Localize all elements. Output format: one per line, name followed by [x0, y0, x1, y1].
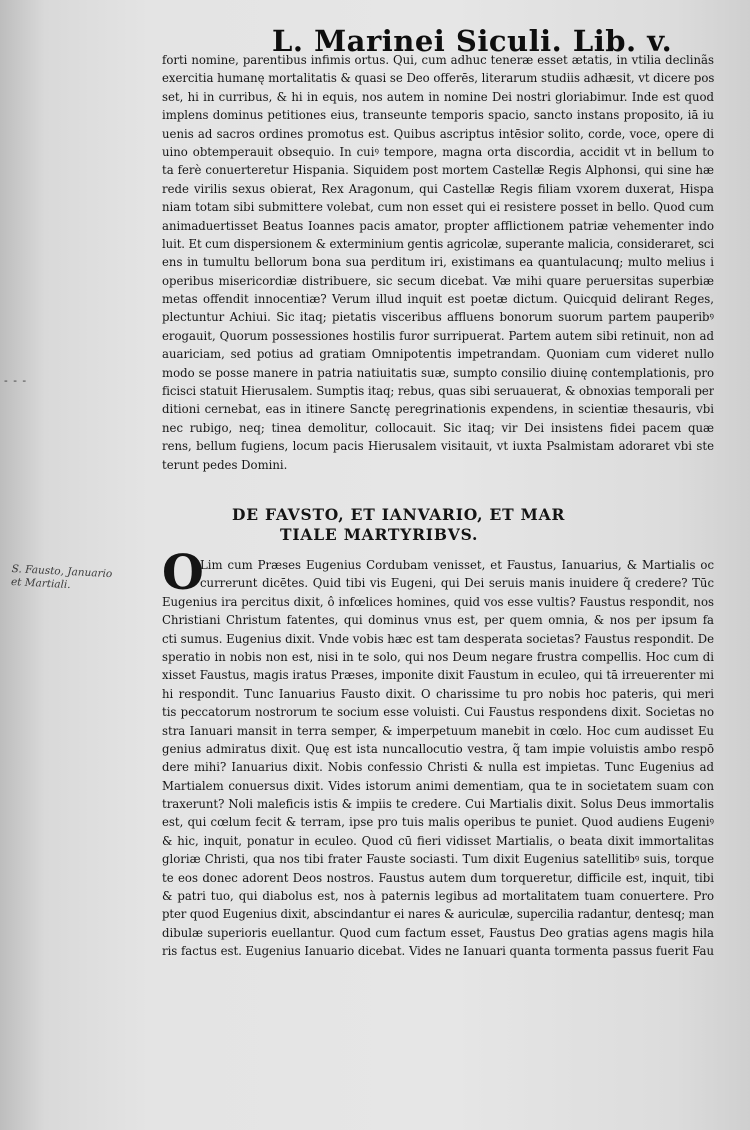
text-line: Lim cum Præses Eugenius Cordubam venisset, et Faustus, Ianuarius, & Martialis oc [200, 558, 714, 572]
text-line: ditioni cernebat, eas in itinere Sanctę peregrinationis expendens, in scientiæ thesauris, vbi [162, 402, 714, 417]
text-line: luit. Et cum dispersionem & exterminium gentis agricolæ, superante malicia, consideraret, sci [162, 236, 714, 251]
text-line: auariciam, sed potius ad gratiam Omnipotentis impetrandam. Quoniam cum videret nullo [162, 347, 714, 362]
running-header: L. Marinei Siculi. Lib. v. [272, 24, 673, 58]
section-title-line-1: DE FAVSTO, ET IANVARIO, ET MAR [232, 505, 566, 524]
text-line: traxerunt? Noli maleficis istis & impiis te credere. Cui Martialis dixit. Solus Deus immortalis [162, 797, 714, 812]
text-line: nec rubigo, neq; tinea demolitur, collocauit. Sic itaq; vir Dei insistens fidei pacem quæ [162, 420, 714, 435]
text-line: exercitia humanę mortalitatis & quasi se Deo offerēs, literarum studiis adhæsit, vt dicere pos [162, 71, 714, 86]
drop-cap: O [162, 545, 204, 601]
text-line: stra Ianuari mansit in terra semper, & imperpetuum manebit in cœlo. Hoc cum audisset Eu [162, 723, 714, 738]
text-line: xisset Faustus, magis iratus Præses, imponite dixit Faustum in eculeo, qui tā irreuerenter mi [162, 668, 714, 683]
text-line: speratio in nobis non est, nisi in te solo, qui nos Deum negare frustra compellis. Hoc cum di [162, 649, 714, 664]
text-line: animaduertisset Beatus Ioannes pacis amator, propter afflictionem patriæ vehementer indo [162, 218, 714, 233]
text-line: dere mihi? Ianuarius dixit. Nobis confessio Christi & nulla est impietas. Tunc Eugenius ad [162, 760, 714, 775]
margin-mark [4, 374, 46, 386]
text-line: implens dominus petitiones eius, transeunte temporis spacio, sancto instans proposito, iā iu [162, 108, 714, 123]
text-line: cti sumus. Eugenius dixit. Vnde vobis hæc est tam desperata societas? Faustus respondit. De [162, 631, 714, 646]
text-line: ficisci statuit Hierusalem. Sumptis itaq; rebus, quas sibi seruauerat, & obnoxias temporali per [162, 384, 714, 399]
text-line: plectuntur Achiui. Sic itaq; pietatis visceribus affluens bonorum suorum partem pauperibꝰ [162, 310, 714, 325]
annotation-line-2: et Martiali. [10, 575, 71, 592]
text-line: tis peccatorum nostrorum te socium esse voluisti. Cui Faustus respondens dixit. Societas no [162, 705, 714, 720]
text-line: operibus misericordiæ distribuere, sic secum dicebat. Væ mihi quare peruersitas superbiæ [162, 273, 714, 288]
text-line: genius admiratus dixit. Quę est ista nuncallocutio vestra, q̃ tam impie voluistis ambo respō [162, 741, 714, 756]
text-line: Martialem conuersus dixit. Vides istorum animi dementiam, qua te in societatem suam con [162, 778, 714, 793]
text-line: gloriæ Christi, qua nos tibi frater Fauste sociasti. Tum dixit Eugenius satellitibꝰ suis, torque [162, 852, 714, 867]
body-text-1 [162, 51, 714, 474]
body-text-2 [162, 556, 714, 961]
text-line: set, hi in curribus, & hi in equis, nos autem in nomine Dei nostri gloriabimur. Inde est quod [162, 89, 714, 104]
text-line: niam totam sibi submittere volebat, cum non esset qui ei resistere posset in bello. Quod cum [162, 200, 714, 215]
text-line: currerunt dicētes. Quid tibi vis Eugeni, qui Dei seruis manis inuidere q̃ credere? Tūc [200, 576, 714, 591]
text-line: te eos donec adorent Deos nostros. Faustus autem dum torqueretur, difficile est, inquit, tibi [162, 870, 714, 885]
text-line: uenis ad sacros ordines promotus est. Quibus ascriptus intēsior solito, corde, voce, opere di [162, 126, 714, 141]
text-line: pter quod Eugenius dixit, abscindantur ei nares & auriculæ, supercilia radantur, dentesq; man [162, 907, 714, 922]
text-line: est, qui cœlum fecit & terram, ipse pro tuis malis operibus te puniet. Quod audiens Eugeniꝰ [162, 815, 714, 830]
margin-annotation [11, 563, 142, 596]
text-line: forti nomine, parentibus infimis ortus. Qui, cum adhuc teneræ esset ætatis, in vtilia declinãs [162, 53, 714, 67]
text-line: Christiani Christum fatentes, qui dominus vnus est, per quem omnia, & nos per ipsum fa [162, 613, 714, 628]
text-line: rede virilis sexus obierat, Rex Aragonum, qui Castellæ Regis filiam vxorem duxerat, Hispa [162, 181, 714, 196]
section-title [232, 505, 652, 544]
text-line: & hic, inquit, ponatur in eculeo. Quod cū fieri vidisset Martialis, o beata dixit immortalitas [162, 833, 714, 848]
text-line: ta ferè conuerteretur Hispania. Siquidem post mortem Castellæ Regis Alphonsi, qui sine hæ [162, 163, 714, 178]
text-line: uino obtemperauit obsequio. In cuiꝰ tempore, magna orta discordia, accidit vt in bellum to [162, 144, 714, 159]
text-line: hi respondit. Tunc Ianuarius Fausto dixit. O charissime tu pro nobis hoc pateris, qui meri [162, 686, 714, 701]
text-line: terunt pedes Domini. [162, 457, 288, 472]
text-line: ris factus est. Eugenius Ianuario dicebat. Vides ne Ianuari quanta tormenta passus fuerit Fau [162, 944, 714, 959]
text-line: Eugenius ira percitus dixit, ô infœlices homines, quid vos esse vultis? Faustus respondit, nos [162, 594, 714, 609]
margin-mark-text: - - - [4, 374, 28, 387]
text-line: & patri tuo, qui diabolus est, nos à paternis legibus ad mortalitatem tuam conuertere. Pro [162, 889, 714, 904]
text-line: erogauit, Quorum possessiones hostilis furor surripuerat. Partem autem sibi retinuit, non ad [162, 328, 714, 343]
text-line: rens, bellum fugiens, locum pacis Hierusalem visitauit, vt iuxta Psalmistam adoraret vbi ste [162, 439, 714, 454]
text-line: modo se posse manere in patria natiuitatis suæ, sumpto consilio diuinę contemplationis, pro [162, 365, 714, 380]
section-title-line-2: TIALE MARTYRIBVS. [280, 524, 479, 544]
text-line: dibulæ superioris euellantur. Quod cum factum esset, Faustus Deo gratias agens magis hila [162, 925, 714, 940]
annotation-line-1: S. Fausto, Januario [11, 563, 113, 581]
text-line: metas offendit innocentiæ? Verum illud inquit est poetæ dictum. Quicquid delirant Reges, [162, 292, 714, 307]
text-line: ens in tumultu bellorum bona sua perditum iri, existimans ea quantulacunq; multo melius i [162, 255, 714, 270]
